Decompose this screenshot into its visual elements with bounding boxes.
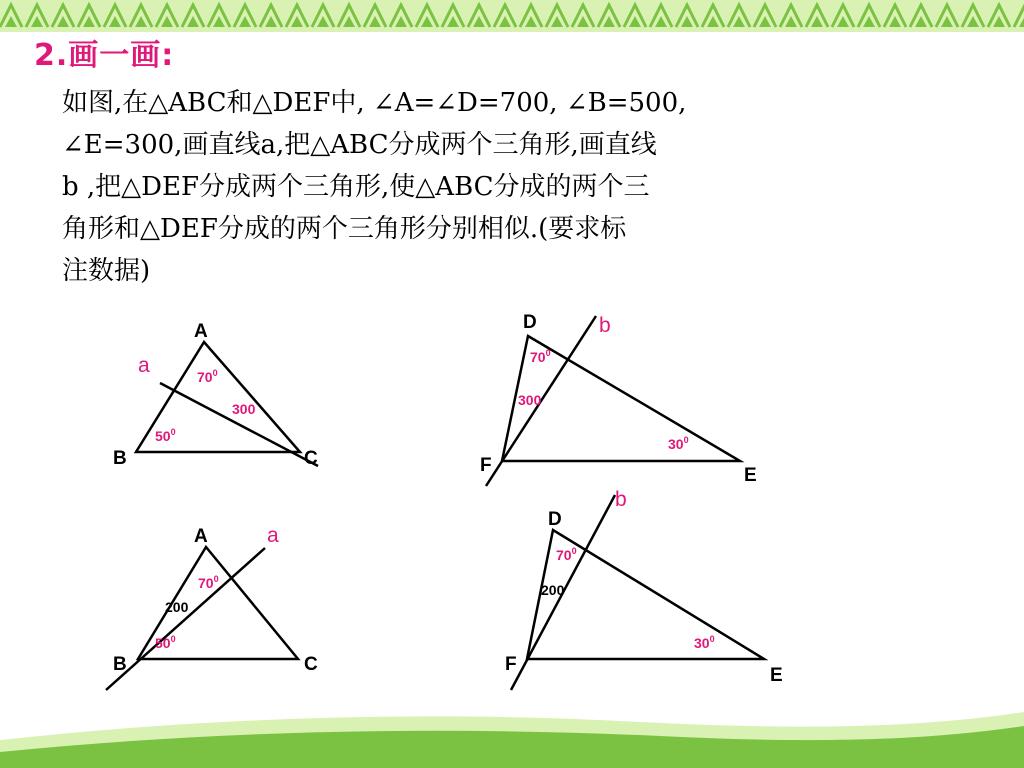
bottom-decorative-band	[0, 700, 1024, 768]
problem-line-4: 角形和△DEF分成的两个三角形分别相似.(要求标	[62, 214, 627, 244]
vertex-b-label: B	[113, 448, 127, 469]
vertex-e-label: E	[744, 465, 757, 486]
angle-b-value: $50^0$	[155, 634, 176, 651]
line-a-label: a	[138, 354, 150, 377]
vertex-e-label: E	[770, 665, 783, 686]
vertex-a-label: A	[194, 321, 208, 342]
angle-a-value: $70^0$	[197, 368, 218, 385]
figure-abc-2	[106, 524, 318, 690]
problem-line-2: ∠E=300,画直线a,把△ABC分成两个三角形,画直线	[62, 130, 657, 160]
vertex-f-label: F	[505, 654, 517, 675]
angle-d-value: $70^0$	[556, 546, 577, 563]
vertex-a-label: A	[194, 526, 208, 547]
slide-title: 2.画一画:	[34, 38, 175, 73]
angle-e-value: $30^0$	[694, 634, 715, 651]
angle-f-part-value: 300	[518, 392, 542, 408]
problem-line-5: 注数据)	[62, 256, 151, 286]
figure-abc-1	[113, 321, 318, 469]
angle-e-value: $30^0$	[668, 435, 689, 452]
vertex-b-label: B	[113, 654, 127, 675]
angle-c-part-value: 300	[232, 401, 256, 417]
angle-b-part-value: 200	[165, 599, 189, 615]
angle-b-value: $50^0$	[155, 427, 176, 444]
problem-line-1: 如图,在△ABC和△DEF中, ∠A=∠D=700, ∠B=500,	[62, 88, 687, 118]
line-a-1	[160, 383, 318, 466]
problem-line-3: b ,把△DEF分成两个三角形,使△ABC分成的两个三	[62, 172, 650, 202]
angle-f-part-value: 200	[541, 582, 565, 598]
line-a-label: a	[267, 524, 279, 547]
figure-def-1	[480, 312, 757, 486]
vertex-c-label: C	[304, 448, 318, 469]
vertex-d-label: D	[548, 509, 562, 530]
vertex-d-label: D	[523, 312, 537, 333]
angle-d-value: $70^0$	[530, 348, 551, 365]
figure-def-2	[505, 488, 783, 690]
angle-a-value: $70^0$	[198, 574, 219, 591]
line-b-label: b	[615, 488, 627, 511]
vertex-f-label: F	[480, 455, 492, 476]
vertex-c-label: C	[304, 654, 318, 675]
line-a-2	[106, 548, 265, 690]
line-b-label: b	[599, 314, 611, 337]
